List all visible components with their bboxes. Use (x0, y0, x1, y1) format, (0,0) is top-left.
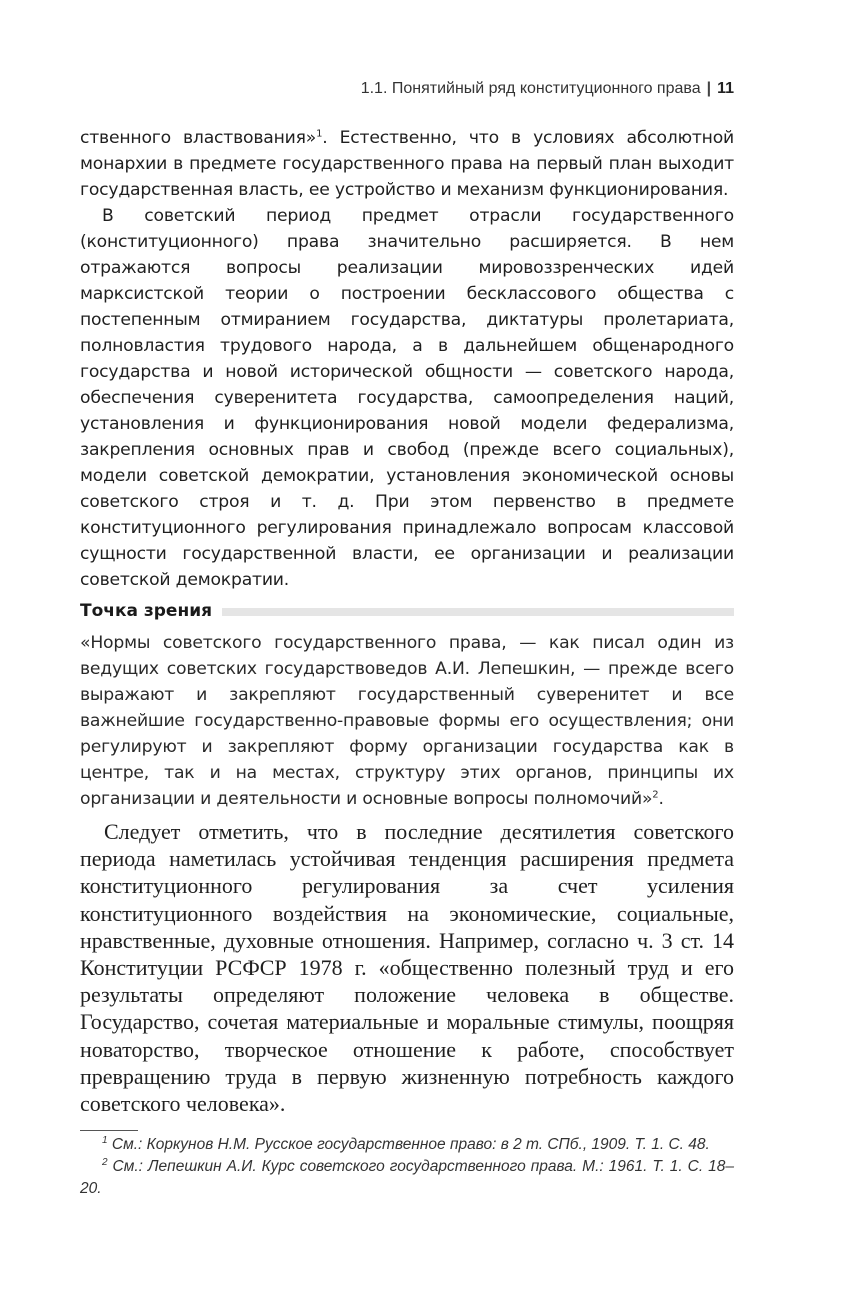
serif-paragraph (80, 818, 734, 1117)
footnotes (80, 1134, 734, 1200)
running-title: 1.1. Понятийный ряд конституционного права (360, 80, 701, 97)
quote-text: «Нормы советского государственного права, — как писал один из ведущих советских государствоведов А.И. Лепешкин, — прежде всего выражают и закрепляют государственный суверенитет и все важнейшие государственно-правовые формы его осуществления; они регулируют и закрепляют форму организации государства как в центре, так и на местах, структуру этих органов, принципы их организации и деятельности и основные вопросы полномочий» (80, 633, 734, 809)
serif-paragraph-text: Следует отметить, что в последние десятилетия советского периода наметилась устойчивая тенденция расширения предмета конституционного регулирования за счет усиления конституционного воздействия на экономические, социальные, нравственные, духовные отношения. Например, согласно ч. 3 ст. 14 Конституции РСФСР 1978 г. «общественно полезный труд и его результаты определяют положение человека в обществе. Государство, сочетая материальные и моральные стимулы, поощряя новаторство, творческое отношение к работе, способствует превращению труда в первую жизненную потребность каждого советского человека». (80, 819, 734, 1117)
header-separator: | (706, 80, 712, 97)
viewpoint-rule (222, 608, 734, 616)
paragraph-2: В советский период предмет отрасли государственного (конституционного) права значительно расширяется. В нем отражаются вопросы реализации мировоззренческих идей марксистской теории о построении бесклассового общества с постепенным отмиранием государства, диктатуры пролетариата, полновластия трудового народа, а в дальнейшем общенародного государства и новой исторической общности — советского народа, обеспечения суверенитета государства, самоопределения наций, установления и функционирования новой модели федерализма, закрепления основных прав и свобод (прежде всего социальных), модели советской демократии, установления экономической основы советского строя и т. д. При этом первенство в предмете конституционного регулирования принадлежало вопросам классовой сущности государственной власти, ее организации и реализации советской демократии. (80, 206, 734, 590)
viewpoint-title: Точка зрения (80, 601, 213, 621)
footnote-ref-1: 1 (316, 128, 323, 140)
paragraph-1-start: ственного властвования» (80, 128, 317, 148)
footnote-mark-2: 2 (102, 1156, 108, 1168)
footnote-2-text: См.: Лепешкин А.И. Курс советского государственного права. М.: 1961. Т. 1. С. 18–20. (80, 1158, 734, 1197)
footnote-1-text: См.: Коркунов Н.М. Русское государственное право: в 2 т. СПб., 1909. Т. 1. С. 48. (107, 1136, 710, 1153)
paragraph-1 (80, 125, 734, 203)
page-number: 11 (717, 80, 734, 97)
footnote-2 (80, 1156, 734, 1200)
paragraph-1-rest: . Естественно, что в условиях абсолютной монархии в предмете государственного права на первый план выходит государственная власть, ее устройство и механизм функционирования. (80, 128, 734, 200)
body-text-top (80, 125, 734, 593)
footnote-divider (80, 1130, 138, 1131)
running-header (80, 80, 734, 98)
viewpoint-box-header (80, 598, 734, 624)
footnote-1 (80, 1134, 734, 1156)
footnote-mark-1: 1 (102, 1134, 108, 1146)
quote-end: . (658, 789, 664, 809)
viewpoint-quote (80, 630, 734, 812)
footnote-ref-2: 2 (652, 789, 659, 801)
quote-paragraph (80, 630, 734, 812)
